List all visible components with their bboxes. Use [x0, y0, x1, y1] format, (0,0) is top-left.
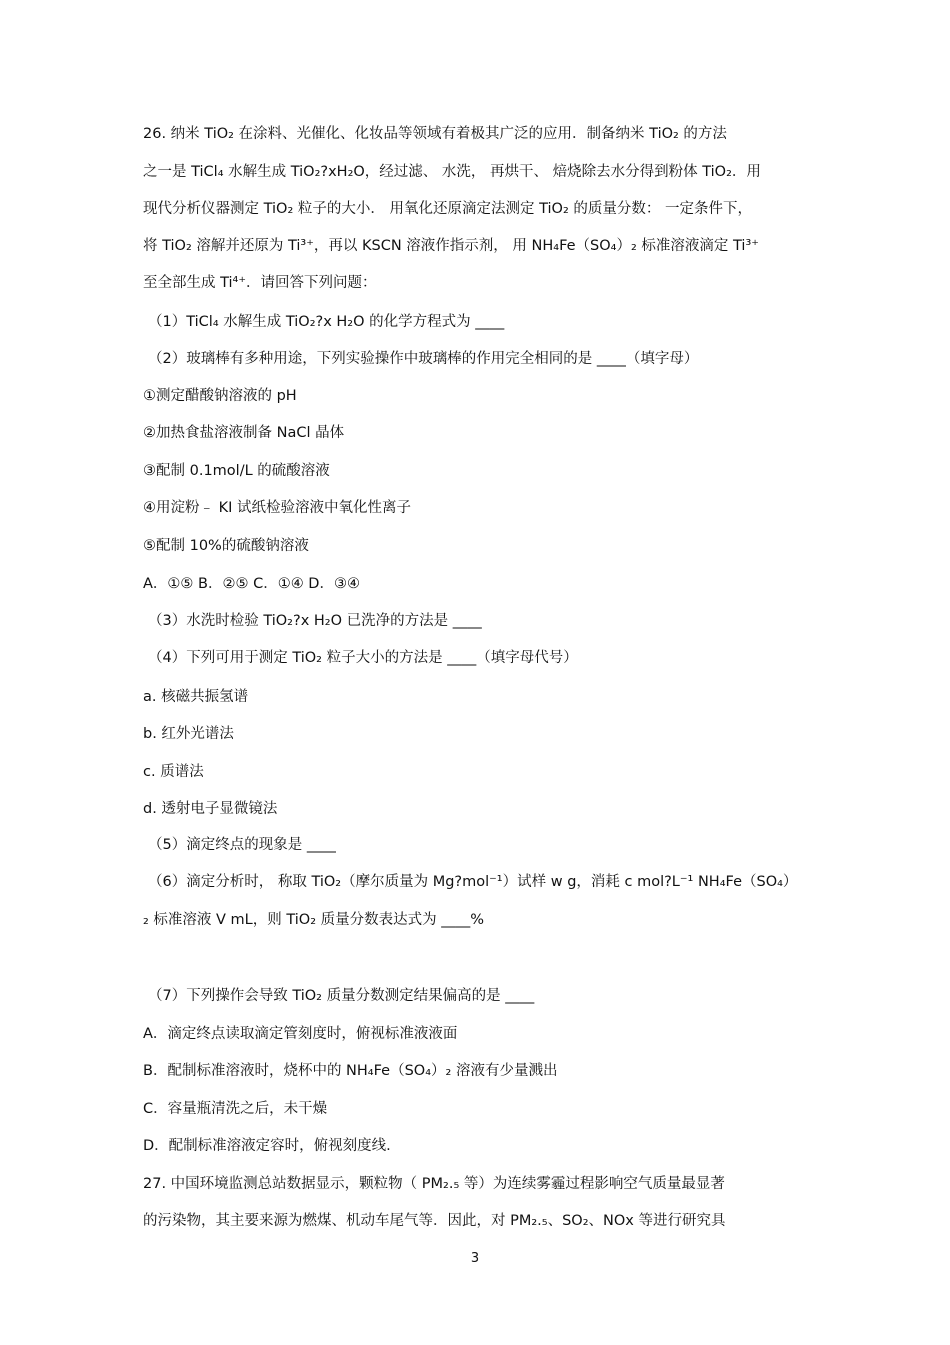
- q26-intro-line-1: 26. 纳米 TiO₂ 在涂料、光催化、化妆品等领域有着极其广泛的应用．制备纳米 TiO₂ 的方法: [143, 126, 727, 142]
- q26-part-2: （2）玻璃棒有多种用途，下列实验操作中玻璃棒的作用完全相同的是 ____（填字母）: [148, 351, 699, 367]
- q26-part-2-item-2: ②加热食盐溶液制备 NaCl 晶体: [143, 425, 345, 441]
- q26-part-2-options: A．①⑤ B．②⑤ C．①④ D．③④: [143, 576, 360, 592]
- q26-part-7: （7）下列操作会导致 TiO₂ 质量分数测定结果偏高的是 ____: [148, 988, 535, 1004]
- q26-part-2-item-3: ③配制 0.1mol/L 的硫酸溶液: [143, 463, 330, 479]
- page-number: 3: [470, 1251, 480, 1266]
- q26-intro-line-5: 至全部生成 Ti⁴⁺．请回答下列问题：: [143, 275, 377, 291]
- q26-part-7-option-c: C．容量瓶清洗之后，未干燥: [143, 1101, 328, 1117]
- q26-part-1: （1）TiCl₄ 水解生成 TiO₂?x H₂O 的化学方程式为 ____: [148, 314, 505, 330]
- q26-part-7-option-a: A．滴定终点读取滴定管刻度时，俯视标准液液面: [143, 1026, 458, 1042]
- q26-intro-line-2: 之一是 TiCl₄ 水解生成 TiO₂?xH₂O，经过滤、 水洗， 再烘干、 焙烧除去水分得到粉体 TiO₂．用: [143, 164, 761, 180]
- q27-line-2: 的污染物，其主要来源为燃煤、机动车尾气等．因此，对 PM₂.₅、SO₂、NOx 等进行研究具: [143, 1213, 726, 1229]
- q26-part-6-line-1: （6）滴定分析时， 称取 TiO₂（摩尔质量为 Mg?mol⁻¹）试样 w g，消耗 c mol?L⁻¹ NH₄Fe（SO₄）: [148, 874, 798, 890]
- q26-part-4-item-d: d. 透射电子显微镜法: [143, 801, 278, 817]
- q26-part-4-item-a: a. 核磁共振氢谱: [143, 689, 249, 705]
- q26-part-4: （4）下列可用于测定 TiO₂ 粒子大小的方法是 ____（填字母代号）: [148, 650, 578, 666]
- q26-part-2-item-5: ⑤配制 10%的硫酸钠溶液: [143, 538, 309, 554]
- q27-line-1: 27. 中国环境监测总站数据显示，颗粒物（ PM₂.₅ 等）为连续雾霾过程影响空气质量最显著: [143, 1176, 725, 1192]
- q26-part-4-item-c: c. 质谱法: [143, 764, 204, 780]
- q26-part-6-line-2: ₂ 标准溶液 V mL，则 TiO₂ 质量分数表达式为 ____%: [143, 912, 485, 928]
- q26-part-2-item-4: ④用淀粉﹣ KI 试纸检验溶液中氧化性离子: [143, 500, 412, 516]
- q26-intro-line-4: 将 TiO₂ 溶解并还原为 Ti³⁺，再以 KSCN 溶液作指示剂， 用 NH₄Fe（SO₄）₂ 标准溶液滴定 Ti³⁺: [143, 238, 759, 254]
- q26-part-3: （3）水洗时检验 TiO₂?x H₂O 已洗净的方法是 ____: [148, 613, 482, 629]
- q26-intro-line-3: 现代分析仪器测定 TiO₂ 粒子的大小． 用氧化还原滴定法测定 TiO₂ 的质量分数： 一定条件下，: [143, 201, 752, 217]
- q26-part-7-option-b: B．配制标准溶液时，烧杯中的 NH₄Fe（SO₄）₂ 溶液有少量溅出: [143, 1063, 558, 1079]
- q26-part-7-option-d: D．配制标准溶液定容时，俯视刻度线.: [143, 1138, 391, 1154]
- q26-part-5: （5）滴定终点的现象是 ____: [148, 837, 336, 853]
- q26-part-2-item-1: ①测定醋酸钠溶液的 pH: [143, 388, 297, 404]
- q26-part-4-item-b: b. 红外光谱法: [143, 726, 234, 742]
